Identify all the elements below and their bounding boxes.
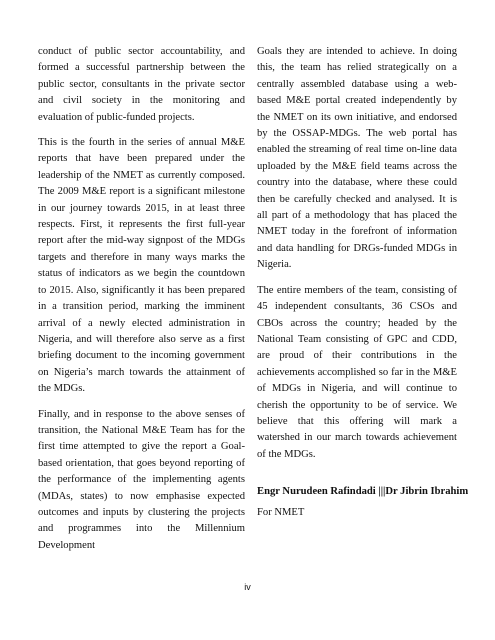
signature-for: For NMET — [257, 506, 305, 518]
paragraph: The entire members of the team, consisting of 45 independent consultants, 36 CSOs and CBOs across the country; headed by the National Team consisting of GPC and CDD, are proud of their contributions in the achievements accomplished so far in the M&E of MDGs in Nigeria, and will continue to cherish the opportunity to be of service. We believe that this offering will mark a watershed in our march towards achievement of the MDGs. — [257, 284, 457, 460]
paragraph: conduct of public sector accountability, and formed a successful partnership between the public sector, consultants in the private sector and civil society in the monitoring and evaluation of public-funded projects. — [38, 46, 245, 123]
paragraph: This is the fourth in the series of annual M&E reports that have been prepared under the leadership of the NMET as currently composed. The 2009 M&E report is a significant milestone in our journey towards 2015, in at least three respects. First, it represents the first full-year report after the mid-way signpost of the MDGs targets and therefore in many ways marks the status of indicators as we begin the countdown to 2015. Also, significantly it has been prepared in a transition period, marking the imminent arrival of a newly elected administration in Nigeria, and will therefore also serve as a first briefing document to the incoming government on Nigeria’s march towards the attainment of the MDGs. — [38, 137, 245, 395]
page-number: iv — [244, 582, 251, 592]
paragraph: Finally, and in response to the above senses of transition, the National M&E Team has for the first time attempted to give the report a Goal-based orientation, that goes beyond reporting of the performance of the implementing agents (MDAs, states) to now emphasise expected outcomes and inputs by clustering the projects and programmes into the Millennium Development — [38, 408, 245, 551]
signature-names: Engr Nurudeen Rafindadi |||Dr Jibrin Ibrahim — [257, 486, 469, 498]
left-column — [38, 44, 245, 563]
right-column — [257, 44, 469, 530]
paragraph: Goals they are intended to achieve. In doing this, the team has relied strategically on a centrally assembled database using a web-based M&E portal created independently by the NMET on its own initiative, and endorsed by the OSSAP-MDGs. The web portal has enabled the streaming of real time on-line data uploaded by the M&E field teams across the country into the database, where these could then be carefully checked and analysed. It is all part of a methodology that has placed the NMET today in the forefront of information and data handling for DRGs-funded MDGs in Nigeria. — [257, 46, 457, 271]
